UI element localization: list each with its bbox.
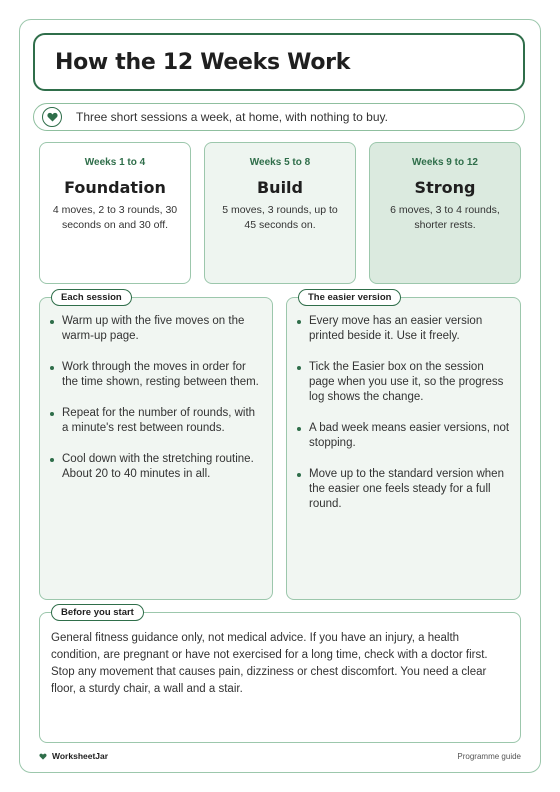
list-item: A bad week means easier versions, not stopping. (297, 421, 510, 451)
phase-card-foundation (39, 142, 191, 284)
phase-description: 4 moves, 2 to 3 rounds, 30 seconds on and 30 off. (52, 204, 178, 231)
intro-text: Three short sessions a week, at home, with nothing to buy. (76, 110, 388, 124)
easier-version-list (297, 314, 510, 528)
list-item: Tick the Easier box on the session page when you use it, so the progress log shows the change. (297, 360, 510, 405)
list-item: Move up to the standard version when the easier one feels steady for a full round. (297, 467, 510, 512)
before-you-start-tag: Before you start (51, 604, 144, 621)
phase-card-strong (369, 142, 521, 284)
phase-weeks: Weeks 9 to 12 (412, 157, 478, 168)
title-box (33, 33, 525, 91)
phase-weeks: Weeks 5 to 8 (249, 157, 311, 168)
each-session-list (50, 314, 262, 498)
list-item: Warm up with the five moves on the warm-up page. (50, 314, 262, 344)
phase-name: Foundation (64, 178, 166, 197)
before-you-start-text: General fitness guidance only, not medical advice. If you have an injury, a health condition, are pregnant or have not exercised for a long time, check with a doctor first. Stop any movement that causes pain, dizziness or chest discomfort. You need a clear floor, a sturdy chair, a wall and a stair. (51, 632, 488, 695)
phase-card-build (204, 142, 356, 284)
brand-name: WorksheetJar (52, 751, 109, 761)
easier-version-panel (286, 297, 521, 600)
list-item: Every move has an easier version printed beside it. Use it freely. (297, 314, 510, 344)
list-item: Cool down with the stretching routine. About 20 to 40 minutes in all. (50, 452, 262, 482)
phase-weeks: Weeks 1 to 4 (84, 157, 146, 168)
footer-label: Programme guide (457, 752, 521, 761)
easier-version-tag: The easier version (298, 289, 401, 306)
phase-name: Strong (414, 178, 476, 197)
page-title: How the 12 Weeks Work (55, 49, 351, 75)
before-you-start-panel (39, 612, 521, 743)
phase-description: 6 moves, 3 to 4 rounds, shorter rests. (390, 204, 500, 231)
phase-description: 5 moves, 3 rounds, up to 45 seconds on. (222, 204, 338, 231)
heart-icon (42, 107, 62, 127)
each-session-panel (39, 297, 273, 600)
each-session-tag: Each session (51, 289, 132, 306)
list-item: Repeat for the number of rounds, with a minute's rest between rounds. (50, 406, 262, 436)
heart-icon (39, 753, 47, 760)
footer-brand (39, 751, 108, 761)
intro-banner (33, 103, 525, 131)
phase-name: Build (256, 178, 303, 197)
list-item: Work through the moves in order for the time shown, resting between them. (50, 360, 262, 390)
